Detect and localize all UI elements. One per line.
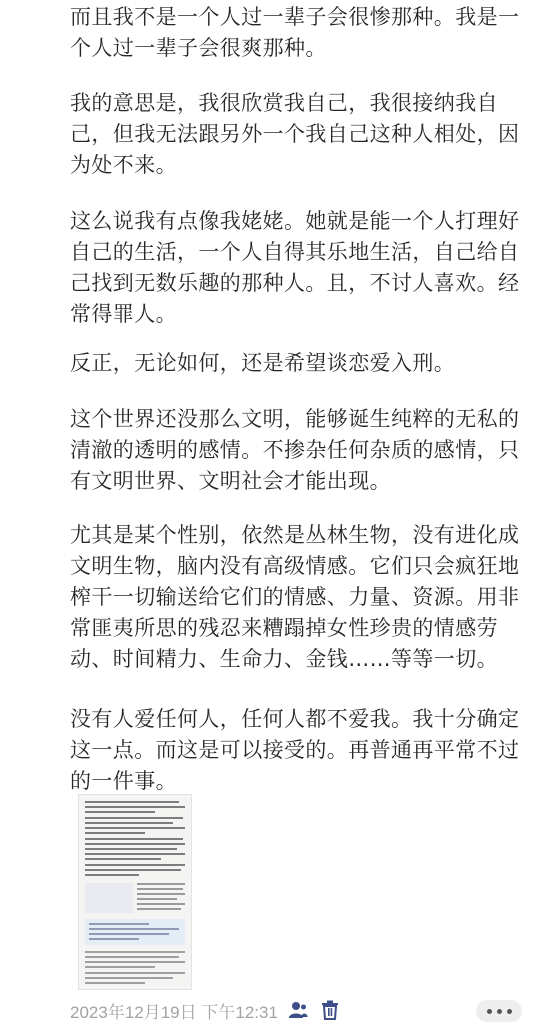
post-paragraph-3: 这么说我有点像我姥姥。她就是能一个人打理好 自己的生活，一个人自得其乐地生活，自己给自 己找到无数乐趣的那种人。且，不讨人喜欢。经 常得罪人。	[70, 209, 520, 326]
more-dots-icon	[487, 1009, 492, 1014]
post-paragraph-4: 反正，无论如何，还是希望谈恋爱入刑。	[70, 351, 456, 375]
attached-image-thumbnail[interactable]	[78, 794, 192, 990]
post-paragraph-7: 没有人爱任何人，任何人都不爱我。我十分确定 这一点。而这是可以接受的。再普通再平常不过 的一件事。	[70, 707, 520, 793]
post-paragraph-2: 我的意思是，我很欣赏我自己，我很接纳我自 己，但我无法跟另外一个我自己这种人相处，因 为处不来。	[70, 91, 520, 177]
post-paragraph-1: 而且我不是一个人过一辈子会很惨那种。我是一 个人过一辈子会很爽那种。	[70, 5, 520, 60]
post-meta-bar	[70, 996, 342, 1024]
post-timestamp: 2023年12月19日 下午12:31	[70, 1002, 278, 1022]
trash-icon[interactable]	[318, 998, 342, 1022]
document-preview-graphic	[79, 795, 192, 990]
post-paragraph-6: 尤其是某个性别，依然是丛林生物，没有进化成 文明生物，脑内没有高级情感。它们只会疯狂地 榨干一切输送给它们的情感、力量、资源。用非 常匪夷所思的残忍来糟蹋掉女性珍贵的情感劳 动、时间精力、生命力、金钱……等等一切。	[70, 523, 520, 671]
more-options-button[interactable]	[476, 1000, 522, 1022]
person-visibility-icon[interactable]	[286, 998, 310, 1022]
post-paragraph-5: 这个世界还没那么文明，能够诞生纯粹的无私的 清澈的透明的感情。不掺杂任何杂质的感情，只 有文明世界、文明社会才能出现。	[70, 407, 520, 493]
